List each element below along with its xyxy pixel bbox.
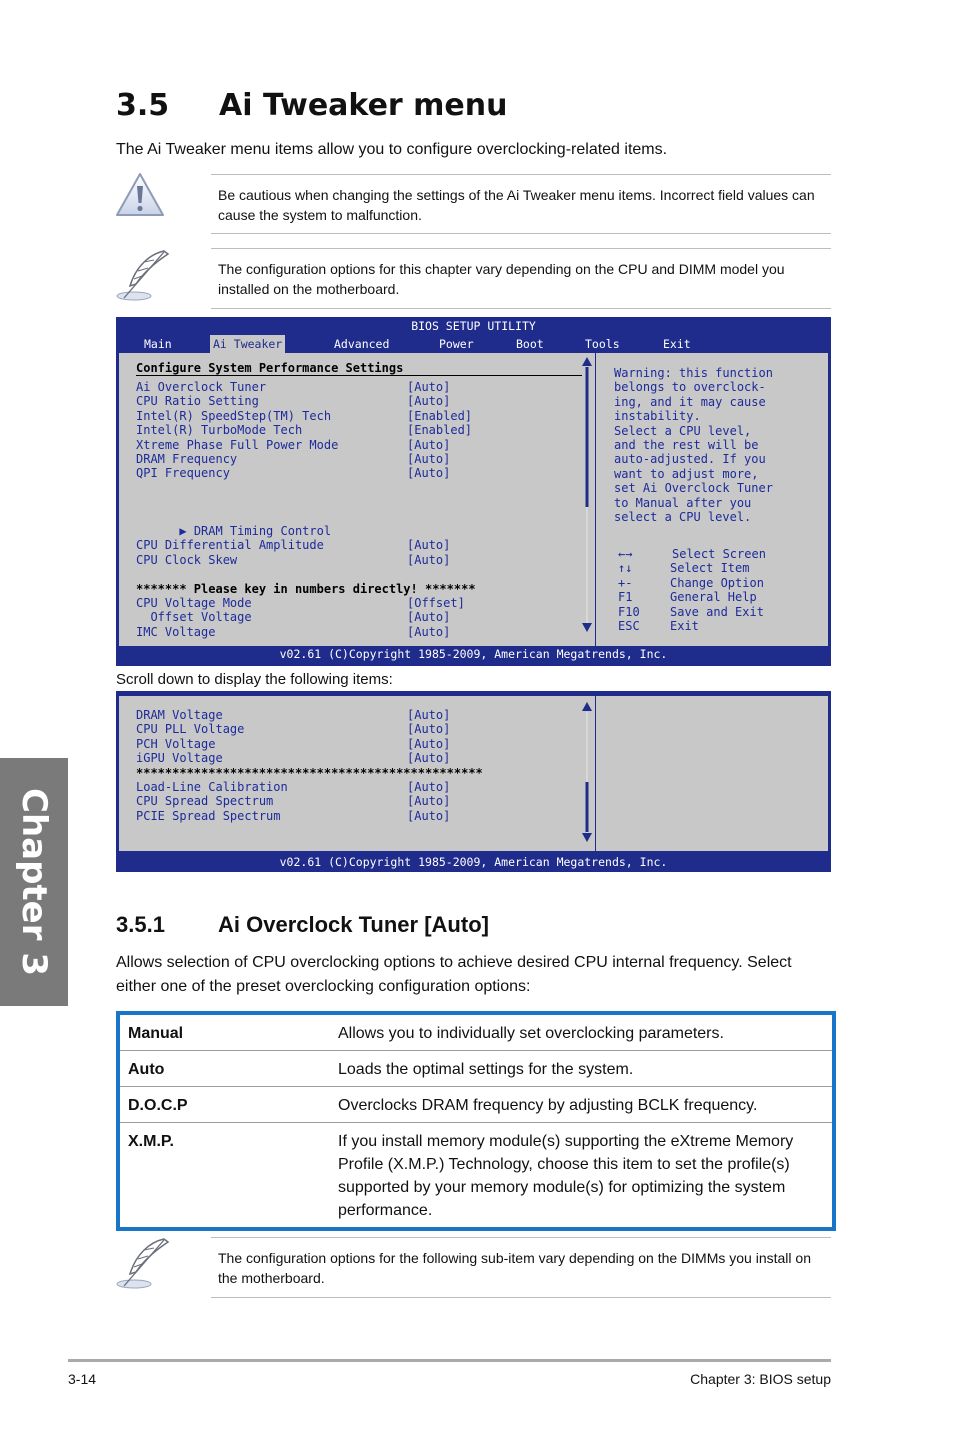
- bios-item-dram-voltage[interactable]: DRAM Voltage: [136, 708, 223, 722]
- bios-tab-ai-tweaker[interactable]: Ai Tweaker: [210, 335, 285, 353]
- page-footer: [68, 1359, 831, 1387]
- help-line: want to adjust more,: [614, 466, 759, 481]
- help-line: auto-adjusted. If you: [614, 452, 766, 467]
- table-row: [120, 1015, 832, 1051]
- bios-item-speedstep[interactable]: Intel(R) SpeedStep(TM) Tech: [136, 408, 332, 423]
- option-desc: Allows you to individually set overclocking parameters.: [338, 1025, 724, 1042]
- bios-value[interactable]: [Auto]: [407, 437, 451, 452]
- bios-value[interactable]: [Auto]: [407, 751, 451, 766]
- caution-note-text: Be cautious when changing the settings of the Ai Tweaker menu items. Incorrect field values can cause the system to malfunction.: [218, 187, 815, 223]
- bios-value[interactable]: [Auto]: [407, 794, 451, 809]
- dimm-note-text: The configuration options for the following sub-item vary depending on the DIMMs you install on the motherboard.: [218, 1250, 811, 1286]
- bios-value[interactable]: [Enabled]: [407, 408, 473, 423]
- bios-item-xtreme-phase[interactable]: Xtreme Phase Full Power Mode: [136, 437, 339, 452]
- footer-chapter: Chapter 3: BIOS setup: [690, 1371, 831, 1387]
- config-note: [211, 248, 831, 309]
- bios-value[interactable]: [Auto]: [407, 394, 451, 409]
- bios-item-offset-voltage[interactable]: Offset Voltage: [136, 610, 252, 625]
- bios-value[interactable]: [Auto]: [407, 708, 451, 722]
- bios-value[interactable]: [Auto]: [407, 780, 451, 794]
- bios-item-cpu-diff-amplitude[interactable]: CPU Differential Amplitude: [136, 538, 324, 553]
- bios-menu-bar: [116, 335, 831, 353]
- table-row: [120, 1087, 832, 1123]
- bios-scrollbar[interactable]: [582, 357, 592, 632]
- option-key: Manual: [128, 1025, 184, 1042]
- bios-item-pcie-spread-spectrum[interactable]: PCIE Spread Spectrum: [136, 808, 281, 823]
- page-number: 3-14: [68, 1371, 97, 1387]
- caution-note: [211, 174, 831, 234]
- triangle-right-icon: ▶: [179, 524, 194, 538]
- bios-item-cpu-ratio[interactable]: CPU Ratio Setting: [136, 394, 259, 409]
- bios-value[interactable]: [Auto]: [407, 610, 451, 625]
- scroll-note: Scroll down to display the following items:: [116, 671, 393, 688]
- panel-divider: [595, 353, 596, 646]
- option-key: X.M.P.: [128, 1133, 174, 1150]
- subsection-number: 3.5.1: [116, 912, 165, 937]
- heading-underline: [136, 375, 582, 376]
- option-key: Auto: [128, 1061, 165, 1078]
- panel-heading: Configure System Performance Settings: [136, 361, 404, 375]
- help-line: Warning: this function: [614, 366, 773, 380]
- help-line: ing, and it may cause: [614, 394, 766, 409]
- key-desc: Select Item: [670, 561, 750, 576]
- help-line: instability.: [614, 409, 701, 424]
- asterisk-separator: ************************************************: [136, 765, 483, 780]
- help-line: and the rest will be: [614, 438, 759, 452]
- bios-value[interactable]: [Auto]: [407, 552, 451, 567]
- option-desc: Overclocks DRAM frequency by adjusting BCLK frequency.: [338, 1097, 758, 1114]
- bios-value[interactable]: [Auto]: [407, 466, 451, 481]
- config-note-text: The configuration options for this chapter vary depending on the CPU and DIMM model you installed on the motherboard.: [218, 261, 785, 297]
- bios-settings-panel: [119, 353, 828, 646]
- key-desc: Save and Exit: [670, 604, 764, 619]
- key-desc: Select Screen: [672, 547, 766, 561]
- bios-item-pch-voltage[interactable]: PCH Voltage: [136, 736, 216, 751]
- key-select-item: ↑↓: [618, 561, 633, 576]
- bios-item-dram-frequency[interactable]: DRAM Frequency: [136, 452, 238, 466]
- subsection-text: Allows selection of CPU overclocking options to achieve desired CPU internal frequency. Select either one of the preset overclocking configuration options:: [116, 954, 792, 995]
- bios-tab-boot[interactable]: Boot: [516, 337, 544, 351]
- section-heading: [116, 88, 507, 123]
- bios-item-cpu-voltage-mode[interactable]: CPU Voltage Mode: [136, 596, 252, 610]
- bios-value[interactable]: [Auto]: [407, 722, 451, 737]
- bios-tab-main[interactable]: Main: [144, 337, 172, 351]
- key-select-screen: ←→: [618, 547, 633, 561]
- options-table: [116, 1011, 836, 1231]
- key-save-exit: F10: [618, 604, 640, 619]
- help-line: belongs to overclock-: [614, 380, 766, 395]
- table-row: [120, 1123, 832, 1227]
- bios-tab-advanced[interactable]: Advanced: [334, 337, 390, 351]
- bios-value[interactable]: [Auto]: [407, 736, 451, 751]
- bios-footer: v02.61 (C)Copyright 1985-2009, American Megatrends, Inc.: [279, 855, 668, 869]
- bios-item-qpi-frequency[interactable]: QPI Frequency: [136, 466, 230, 481]
- panel-divider: [595, 696, 596, 851]
- bios-item-imc-voltage[interactable]: IMC Voltage: [136, 624, 216, 639]
- bios-footer: v02.61 (C)Copyright 1985-2009, American Megatrends, Inc.: [279, 647, 668, 661]
- bios-item-cpu-spread-spectrum[interactable]: CPU Spread Spectrum: [136, 794, 274, 809]
- warning-icon: [114, 171, 166, 219]
- option-desc: Loads the optimal settings for the system.: [338, 1061, 634, 1078]
- subsection-heading: [116, 912, 489, 938]
- bios-item-turbomode[interactable]: Intel(R) TurboMode Tech: [136, 423, 303, 438]
- bios-title: BIOS SETUP UTILITY: [411, 319, 536, 333]
- help-line: to Manual after you: [614, 495, 752, 510]
- bios-item-ai-overclock-tuner[interactable]: Ai Overclock Tuner: [136, 380, 267, 394]
- dimm-note: [211, 1237, 831, 1298]
- bios-scrollbar[interactable]: [582, 702, 592, 842]
- key-desc: Exit: [670, 619, 699, 633]
- bios-settings-panel: [119, 696, 828, 851]
- option-desc: If you install memory module(s) supporting the eXtreme Memory Profile (X.M.P.) Technology, choose this item to set the profile(s) supported by your memory module(s) for optimizing the system performance.: [338, 1133, 794, 1219]
- key-desc: General Help: [670, 590, 757, 605]
- chapter-side-tab: [0, 758, 68, 1006]
- submenu-label: DRAM Timing Control: [193, 524, 332, 538]
- section-number: 3.5: [116, 88, 170, 123]
- section-title: Ai Tweaker menu: [219, 88, 508, 123]
- key-in-notice: ******* Please key in numbers directly! *******: [136, 581, 476, 596]
- feather-pen-icon: [114, 248, 172, 304]
- bios-value[interactable]: [Auto]: [407, 452, 451, 466]
- bios-item-load-line[interactable]: Load-Line Calibration: [136, 780, 288, 794]
- help-line: select a CPU level.: [614, 510, 752, 524]
- bios-screen: [116, 317, 831, 666]
- option-key: D.O.C.P: [128, 1097, 188, 1114]
- intro-text: The Ai Tweaker menu items allow you to configure overclocking-related items.: [116, 141, 668, 158]
- help-line: Select a CPU level,: [614, 423, 752, 438]
- key-change-option: +-: [618, 575, 633, 590]
- bios-value[interactable]: [Auto]: [407, 380, 451, 394]
- table-row: [120, 1051, 832, 1087]
- bios-tab-tools[interactable]: Tools: [585, 337, 620, 351]
- bios-tab-exit[interactable]: Exit: [663, 337, 691, 351]
- bios-value[interactable]: [Auto]: [407, 808, 451, 823]
- chapter-tab-label: Chapter 3: [14, 787, 54, 977]
- bios-item-cpu-clock-skew[interactable]: CPU Clock Skew: [136, 552, 238, 567]
- key-exit: ESC: [618, 619, 640, 633]
- bios-value[interactable]: [Auto]: [407, 538, 451, 553]
- key-desc: Change Option: [670, 575, 764, 590]
- bios-item-igpu-voltage[interactable]: iGPU Voltage: [136, 751, 223, 766]
- bios-value[interactable]: [Enabled]: [407, 423, 473, 438]
- bios-value[interactable]: [Offset]: [407, 596, 465, 610]
- feather-pen-icon: [114, 1236, 172, 1292]
- key-general-help: F1: [618, 590, 633, 605]
- help-line: set Ai Overclock Tuner: [614, 481, 773, 496]
- bios-screen-scrolled: [116, 691, 831, 872]
- bios-item-cpu-pll-voltage[interactable]: CPU PLL Voltage: [136, 722, 245, 737]
- bios-value[interactable]: [Auto]: [407, 624, 451, 639]
- subsection-title: Ai Overclock Tuner [Auto]: [218, 912, 489, 937]
- bios-tab-power[interactable]: Power: [439, 337, 474, 351]
